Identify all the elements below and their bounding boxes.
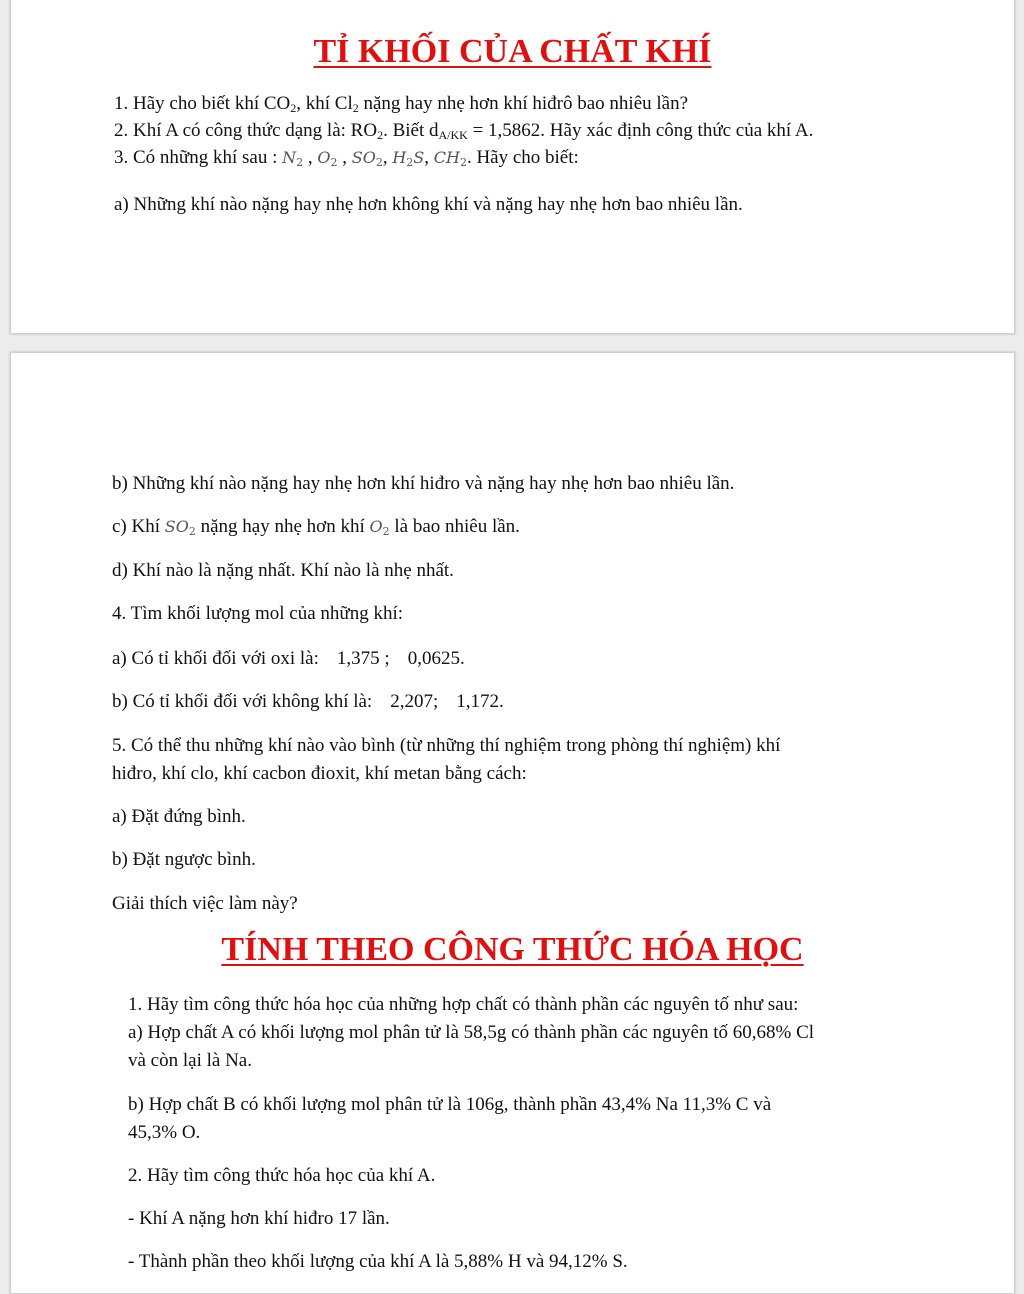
- problem-1: 1. Hãy tìm công thức hóa học của những hợp chất có thành phần các nguyên tố như sau:: [128, 994, 799, 1015]
- question-4b: b) Có tỉ khối đối với không khí là: 2,207; 1,172.: [112, 691, 504, 712]
- question-3: 3. Có những khí sau : $N_2$ , $O_2$ , $SO_2$, $H_2S$, $CH_2$. Hãy cho biết:: [114, 147, 579, 169]
- question-5-explain: Giải thích việc làm này?: [112, 893, 298, 914]
- section-title-cong-thuc: TÍNH THEO CÔNG THỨC HÓA HỌC: [221, 931, 804, 968]
- problem-2: 2. Hãy tìm công thức hóa học của khí A.: [128, 1165, 436, 1186]
- question-5b: b) Đặt ngược bình.: [112, 849, 256, 870]
- question-3b: b) Những khí nào nặng hay nhẹ hơn khí hiđro và nặng hay nhẹ hơn bao nhiêu lần.: [112, 473, 735, 494]
- question-2: 2. Khí A có công thức dạng là: $RO_2$. Biết $d_{A/KK} = 1,5862$. Hãy xác định công thức của khí A.: [114, 120, 814, 142]
- question-1: 1. Hãy cho biết khí $CO_2$, khí $Cl_2$ nặng hay nhẹ hơn khí hiđrô bao nhiêu lần?: [114, 93, 689, 115]
- problem-1b-line-1: b) Hợp chất B có khối lượng mol phân tử là 106g, thành phần 43,4% Na 11,3% C và: [128, 1094, 772, 1115]
- question-3a: a) Những khí nào nặng hay nhẹ hơn không khí và nặng hay nhẹ hơn bao nhiêu lần.: [114, 194, 743, 215]
- problem-1b-line-2: 45,3% O.: [128, 1122, 201, 1143]
- formula-o2: $O_2$: [317, 148, 338, 169]
- question-3c: c) Khí $SO_2$ nặng hạy nhẹ hơn khí $O_2$ là bao nhiêu lần.: [112, 516, 520, 538]
- section-title-ti-khoi: TỈ KHỐI CỦA CHẤT KHÍ: [313, 33, 712, 70]
- question-5a: a) Đặt đứng bình.: [112, 806, 246, 827]
- question-4a: a) Có tỉ khối đối với oxi là: 1,375 ; 0,0625.: [112, 648, 465, 669]
- document-page-1: [10, 0, 1015, 334]
- question-3d: d) Khí nào là nặng nhất. Khí nào là nhẹ nhất.: [112, 560, 454, 581]
- problem-2a: - Khí A nặng hơn khí hiđro 17 lần.: [128, 1208, 390, 1229]
- problem-2b: - Thành phần theo khối lượng của khí A là 5,88% H và 94,12% S.: [128, 1251, 628, 1272]
- formula-h2s: $H_2S$: [392, 148, 425, 169]
- formula-so2: $SO_2$: [351, 148, 383, 169]
- document-page-2: [10, 352, 1015, 1294]
- formula-n2: $N_2$: [282, 148, 304, 169]
- formula-so2: $SO_2$: [164, 517, 196, 538]
- formula-ch2: $CH_2$: [433, 148, 467, 169]
- question-5-line-2: hiđro, khí clo, khí cacbon đioxit, khí metan bằng cách:: [112, 763, 527, 784]
- formula-o2: $O_2$: [369, 517, 390, 538]
- problem-1a-line-2: và còn lại là Na.: [128, 1050, 252, 1071]
- question-5-line-1: 5. Có thể thu những khí nào vào bình (từ những thí nghiệm trong phòng thí nghiệm) khí: [112, 735, 781, 756]
- question-4: 4. Tìm khối lượng mol của những khí:: [112, 603, 404, 624]
- problem-1a-line-1: a) Hợp chất A có khối lượng mol phân tử là 58,5g có thành phần các nguyên tố 60,68% Cl: [128, 1022, 815, 1043]
